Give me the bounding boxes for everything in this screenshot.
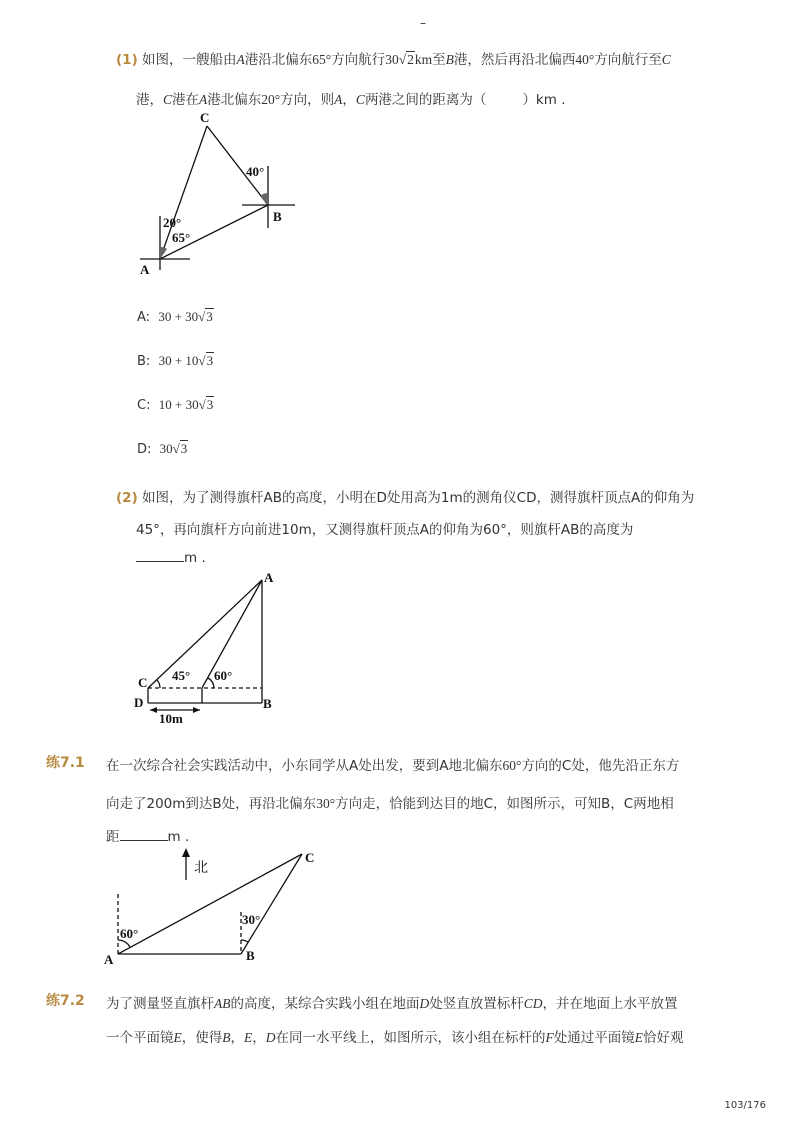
p71-line2: 向走了200m到达B处，再沿北偏东30°方向走，恰能到达目的地C，如图所示，可知B，C两地相 (106, 796, 674, 812)
q1-label-a: A (140, 262, 150, 277)
p71-angle-30: 30° (242, 912, 261, 927)
q2-label-c: C (138, 675, 148, 690)
q1-angle-20: 20° (163, 215, 182, 230)
q1-option-b[interactable]: B: 30 + 10√3 (137, 353, 214, 369)
practice-7-1-label: 练7.1 (46, 755, 85, 771)
q2-number: (2) (116, 490, 138, 506)
p71-label-a: A (104, 952, 114, 966)
q2-label-a: A (264, 570, 274, 585)
q2-label-b: B (263, 696, 272, 711)
practice-7-2-label: 练7.2 (46, 993, 85, 1009)
q1-option-c[interactable]: C: 10 + 30√3 (137, 397, 214, 413)
p71-angle-30-arc (241, 940, 248, 942)
q2-angle-60: 60° (214, 668, 233, 683)
q2-sight-line-45 (148, 580, 262, 688)
q1-angle-40: 40° (246, 164, 265, 179)
p71-answer-blank[interactable] (120, 840, 168, 841)
p71-angle-60-arc (118, 940, 130, 947)
q1-label-b: B (273, 209, 282, 224)
q2-line2: 45°，再向旗杆方向前进10m，又测得旗杆顶点A的仰角为60°，则旗杆AB的高度为 (136, 522, 634, 538)
q1-option-d[interactable]: D: 30√3 (137, 441, 188, 457)
q2-line1: (2) 如图，为了测得旗杆AB的高度，小明在D处用高为1m的测角仪CD，测得旗杆顶点A的仰角为 (116, 490, 695, 506)
q2-label-d: D (134, 695, 144, 710)
p71-angle-60: 60° (120, 926, 139, 941)
q2-answer-blank[interactable] (136, 561, 184, 562)
q1-angle-40-mark (260, 193, 268, 205)
p71-label-b: B (246, 948, 255, 963)
page-number: 103/176 (724, 1100, 766, 1111)
p72-line1: 为了测量竖直旗杆AB的高度，某综合实践小组在地面D处竖直放置标杆CD，并在地面上水平放置 (106, 996, 678, 1012)
p71-side-ac (118, 854, 302, 954)
p71-north-arrow-head (182, 848, 190, 857)
p71-north-label: 北 (194, 860, 208, 876)
p72-line2: 一个平面镜E，使得B，E，D在同一水平线上，如图所示，该小组在标杆的F处通过平面镜E恰好观 (106, 1030, 684, 1046)
p71-side-bc (241, 854, 302, 954)
top-mark: – (420, 16, 426, 30)
q1-line1: (1) 如图，一艘船由A港沿北偏东65°方向航行30√2km至B港，然后再沿北偏西40°方向航行至C (116, 52, 671, 68)
p71-figure (100, 842, 330, 966)
q1-number: (1) (116, 52, 138, 68)
q1-line2: 港，C港在A港北偏东20°方向，则A，C两港之间的距离为（ ）km . (136, 92, 566, 108)
q1-angle-65: 65° (172, 230, 191, 245)
q1-figure (130, 108, 300, 283)
q2-distance-label: 10m (159, 711, 183, 726)
q2-line3: m . (136, 550, 206, 566)
p71-line3: 距 m . (106, 829, 190, 845)
p71-label-c: C (305, 850, 315, 865)
q2-figure (128, 570, 288, 728)
q1-option-a[interactable]: A: 30 + 30√3 (137, 309, 213, 325)
p71-line1: 在一次综合社会实践活动中，小东同学从A处出发，要到A地北偏东60°方向的C处，他先沿正东方 (106, 758, 680, 774)
q1-label-c: C (200, 110, 210, 125)
q2-angle-45: 45° (172, 668, 191, 683)
q2-angle-45-arc (157, 680, 160, 688)
